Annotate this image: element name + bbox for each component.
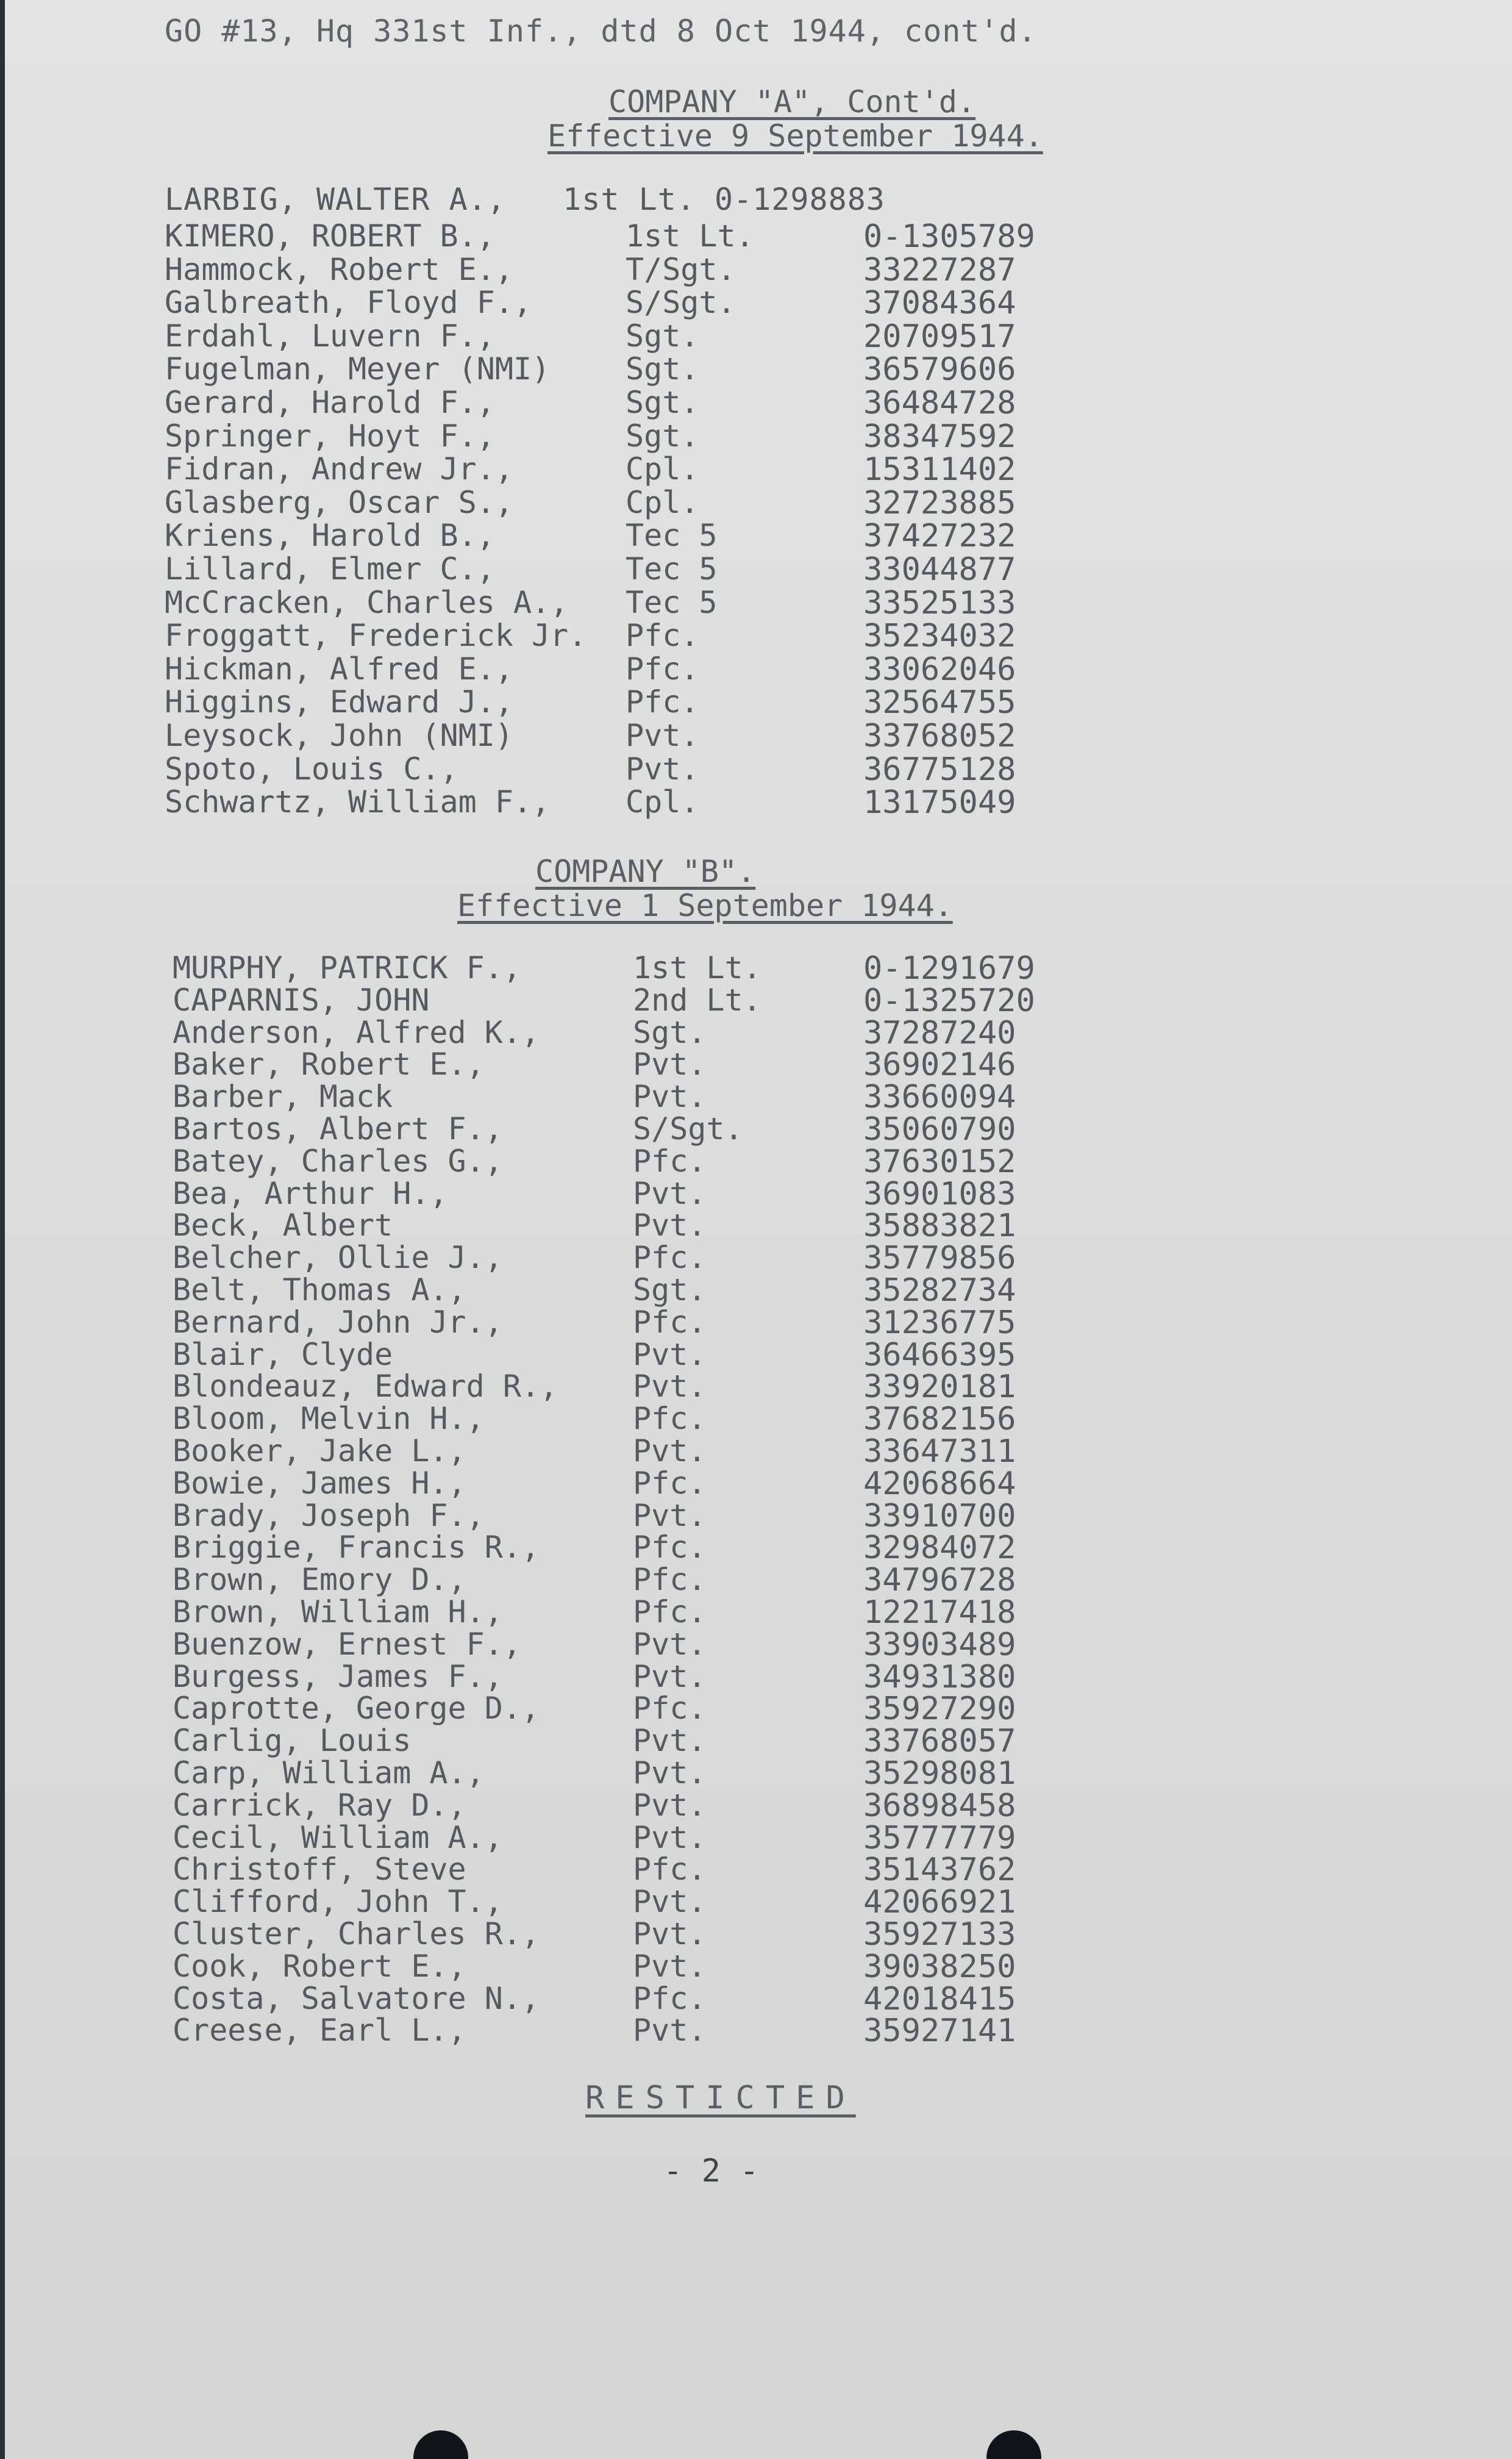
serial-number: 42068664: [863, 1465, 1016, 1502]
company-b-effective: Effective 1 September 1944.: [457, 888, 953, 923]
soldier-name: Glasberg, Oscar S.,: [165, 484, 513, 520]
soldier-name: Bea, Arthur H.,: [173, 1175, 448, 1211]
soldier-rank: Pfc.: [626, 651, 699, 687]
soldier-rank: Pvt.: [633, 1175, 707, 1211]
serial-number: 35883821: [863, 1208, 1016, 1245]
soldier-rank: Pfc.: [633, 1530, 707, 1566]
soldier-rank: Pvt.: [633, 1723, 707, 1759]
soldier-name: Creese, Earl L.,: [173, 2013, 466, 2049]
serial-number: 33062046: [863, 651, 1016, 688]
soldier-rank: 1st Lt.: [633, 950, 761, 986]
serial-number: 35777779: [863, 1819, 1016, 1856]
serial-number: 35927133: [863, 1916, 1016, 1953]
roster-row: [5, 1819, 1512, 1856]
soldier-rank: Pfc.: [633, 1465, 707, 1501]
roster-row: [5, 418, 1512, 455]
serial-number: 34796728: [863, 1562, 1016, 1599]
serial-number: 33525133: [863, 584, 1016, 621]
document-page: [5, 0, 1512, 2459]
roster-row: [5, 1852, 1512, 1889]
roster-row: [5, 1594, 1512, 1631]
serial-number: 33903489: [863, 1626, 1016, 1663]
soldier-rank: Pvt.: [633, 1916, 707, 1952]
roster-row: [5, 718, 1512, 754]
company-a-effective: Effective 9 September 1944.: [547, 118, 1043, 154]
soldier-rank: Pfc.: [633, 1594, 707, 1630]
soldier-rank: Sgt.: [633, 1014, 707, 1050]
roster-row: [5, 1884, 1512, 1921]
roster-row: [5, 1787, 1512, 1824]
soldier-rank: Pfc.: [633, 1691, 707, 1727]
soldier-name: Fugelman, Meyer (NMI): [165, 351, 551, 387]
serial-number: 37427232: [863, 518, 1016, 555]
punch-hole-left: [413, 2430, 468, 2459]
serial-number: 36466395: [863, 1336, 1016, 1373]
roster-row: [5, 1658, 1512, 1695]
soldier-name: Batey, Charles G.,: [173, 1143, 503, 1179]
roster-row: [5, 1401, 1512, 1438]
soldier-name: Schwartz, William F.,: [165, 784, 551, 820]
soldier-name: Erdahl, Luvern F.,: [165, 318, 495, 354]
serial-number: 36775128: [863, 751, 1016, 788]
roster-row: [5, 1755, 1512, 1792]
roster-row: [5, 351, 1512, 388]
soldier-name: Caprotte, George D.,: [173, 1691, 540, 1727]
serial-number: 36898458: [863, 1787, 1016, 1824]
soldier-name: Belcher, Ollie J.,: [173, 1240, 503, 1276]
roster-row: [5, 1111, 1512, 1148]
soldier-rank: Tec 5: [626, 518, 718, 554]
roster-row: [5, 1304, 1512, 1341]
serial-number: 33660094: [863, 1079, 1016, 1116]
roster-row: [5, 1047, 1512, 1084]
restricted-stamp: RESTICTED: [585, 2080, 856, 2116]
serial-number: 33768057: [863, 1723, 1016, 1760]
soldier-name: KIMERO, ROBERT B.,: [165, 218, 495, 254]
soldier-rank: Pfc.: [633, 1980, 707, 2016]
roster-row: [5, 1465, 1512, 1502]
soldier-name: Christoff, Steve: [173, 1852, 466, 1888]
soldier-rank: Cpl.: [626, 784, 699, 820]
soldier-name: Bernard, John Jr.,: [173, 1304, 503, 1340]
serial-number: 0-1325720: [863, 982, 1035, 1019]
roster-row: [5, 385, 1512, 421]
soldier-rank: 1st Lt.: [626, 218, 754, 254]
roster-row: [5, 584, 1512, 621]
roster-row: [5, 1562, 1512, 1599]
soldier-name: Bloom, Melvin H.,: [173, 1401, 485, 1437]
serial-number: 38347592: [863, 418, 1016, 455]
serial-number: 37084364: [863, 285, 1016, 322]
serial-number: 31236775: [863, 1304, 1016, 1341]
soldier-rank: Pvt.: [633, 1433, 707, 1469]
roster-row: [5, 1497, 1512, 1534]
serial-number: 0-1291679: [863, 950, 1035, 987]
roster-row: [5, 1336, 1512, 1373]
soldier-rank: Pvt.: [633, 1369, 707, 1405]
serial-number: 33227287: [863, 251, 1016, 288]
soldier-name: Carlig, Louis: [173, 1723, 412, 1759]
soldier-name: Gerard, Harold F.,: [165, 385, 495, 420]
roster-row: [5, 651, 1512, 688]
soldier-name: Spoto, Louis C.,: [165, 751, 458, 787]
serial-number: 35143762: [863, 1852, 1016, 1889]
serial-number: 34931380: [863, 1658, 1016, 1695]
roster-row: [5, 1175, 1512, 1212]
soldier-name: Belt, Thomas A.,: [173, 1272, 466, 1308]
soldier-name: Carp, William A.,: [173, 1755, 485, 1791]
roster-row: [5, 751, 1512, 788]
serial-number: 35779856: [863, 1240, 1016, 1277]
roster-row: [5, 218, 1512, 255]
roster-row: [5, 1079, 1512, 1116]
soldier-rank: Pvt.: [633, 1787, 707, 1823]
soldier-name: Bowie, James H.,: [173, 1465, 466, 1501]
soldier-rank: Pvt.: [626, 751, 699, 787]
soldier-name: Anderson, Alfred K.,: [173, 1014, 540, 1050]
soldier-rank: Pvt.: [633, 1336, 707, 1372]
soldier-rank: Sgt.: [626, 418, 699, 454]
serial-number: 32984072: [863, 1530, 1016, 1567]
serial-number: 20709517: [863, 318, 1016, 355]
soldier-rank: Sgt.: [626, 385, 699, 420]
soldier-name: Beck, Albert: [173, 1208, 393, 1244]
roster-row: [5, 950, 1512, 987]
serial-number: 33768052: [863, 718, 1016, 754]
soldier-rank: Pfc.: [633, 1240, 707, 1276]
soldier-rank: Cpl.: [626, 484, 699, 520]
soldier-name: Booker, Jake L.,: [173, 1433, 466, 1469]
soldier-name: Burgess, James F.,: [173, 1658, 503, 1694]
soldier-rank: Pvt.: [633, 1079, 707, 1115]
soldier-name: Blondeauz, Edward R.,: [173, 1369, 558, 1405]
serial-number: 35298081: [863, 1755, 1016, 1792]
serial-number: 36579606: [863, 351, 1016, 388]
soldier-name: Cecil, William A.,: [173, 1819, 503, 1855]
roster-row: [5, 784, 1512, 821]
soldier-rank: Pfc.: [633, 1852, 707, 1888]
soldier-rank: Pvt.: [633, 1626, 707, 1662]
roster-row: [5, 1433, 1512, 1470]
serial-number: 33920181: [863, 1369, 1016, 1406]
soldier-name: Cook, Robert E.,: [173, 1948, 466, 1984]
soldier-name: Brown, William H.,: [173, 1594, 503, 1630]
roster-row: [5, 551, 1512, 588]
soldier-rank: Pvt.: [633, 2013, 707, 2049]
roster-row: [5, 1530, 1512, 1567]
soldier-rank: S/Sgt.: [626, 285, 736, 321]
soldier-name: Fidran, Andrew Jr.,: [165, 451, 513, 487]
soldier-name: Baker, Robert E.,: [173, 1047, 485, 1083]
paper-edge: [0, 0, 5, 2459]
serial-number: 37287240: [863, 1014, 1016, 1051]
serial-number: 36902146: [863, 1047, 1016, 1084]
soldier-name: Brown, Emory D.,: [173, 1562, 466, 1598]
soldier-rank: Pvt.: [633, 1658, 707, 1694]
soldier-rank: Pvt.: [633, 1208, 707, 1244]
serial-number: 0-1305789: [863, 218, 1035, 255]
soldier-name: Carrick, Ray D.,: [173, 1787, 466, 1823]
company-b-title: COMPANY "B".: [535, 854, 756, 889]
soldier-name: MURPHY, PATRICK F.,: [173, 950, 521, 986]
soldier-rank: Pfc.: [626, 684, 699, 720]
roster-row: [5, 618, 1512, 655]
roster-row: [5, 1723, 1512, 1760]
serial-number: 35927141: [863, 2013, 1016, 2050]
soldier-name: Cluster, Charles R.,: [173, 1916, 540, 1952]
company-a-first-line: LARBIG, WALTER A., 1st Lt. 0-1298883: [165, 182, 885, 217]
serial-number: 37630152: [863, 1143, 1016, 1180]
roster-row: [5, 318, 1512, 355]
serial-number: 37682156: [863, 1401, 1016, 1438]
serial-number: 32723885: [863, 484, 1016, 521]
soldier-rank: Pvt.: [633, 1497, 707, 1533]
soldier-name: Leysock, John (NMI): [165, 718, 513, 753]
soldier-rank: Tec 5: [626, 551, 718, 587]
serial-number: 39038250: [863, 1948, 1016, 1985]
roster-row: [5, 451, 1512, 489]
soldier-rank: Tec 5: [626, 584, 718, 620]
soldier-name: Blair, Clyde: [173, 1336, 393, 1372]
soldier-name: Buenzow, Ernest F.,: [173, 1626, 521, 1662]
soldier-name: Kriens, Harold B.,: [165, 518, 495, 554]
soldier-name: McCracken, Charles A.,: [165, 584, 569, 620]
soldier-rank: Pvt.: [626, 718, 699, 753]
soldier-name: Bartos, Albert F.,: [173, 1111, 503, 1147]
soldier-name: Costa, Salvatore N.,: [173, 1980, 540, 2016]
soldier-name: CAPARNIS, JOHN: [173, 982, 430, 1018]
soldier-rank: S/Sgt.: [633, 1111, 743, 1147]
roster-row: [5, 1691, 1512, 1728]
roster-row: [5, 1014, 1512, 1051]
serial-number: 36484728: [863, 385, 1016, 421]
serial-number: 35060790: [863, 1111, 1016, 1148]
soldier-rank: Sgt.: [626, 351, 699, 387]
roster-row: [5, 2013, 1512, 2050]
soldier-rank: Pfc.: [633, 1143, 707, 1179]
serial-number: 35282734: [863, 1272, 1016, 1309]
serial-number: 32564755: [863, 684, 1016, 721]
roster-row: [5, 1916, 1512, 1953]
soldier-rank: Pvt.: [633, 1884, 707, 1920]
soldier-rank: Sgt.: [626, 318, 699, 354]
page-number: - 2 -: [663, 2153, 759, 2189]
soldier-name: Froggatt, Frederick Jr.: [165, 618, 587, 654]
soldier-rank: 2nd Lt.: [633, 982, 761, 1018]
roster-row: [5, 518, 1512, 555]
serial-number: 36901083: [863, 1175, 1016, 1212]
soldier-rank: Pvt.: [633, 1819, 707, 1855]
roster-row: [5, 285, 1512, 322]
serial-number: 42018415: [863, 1980, 1016, 2017]
punch-hole-right: [986, 2430, 1041, 2459]
soldier-rank: Sgt.: [633, 1272, 707, 1308]
roster-row: [5, 1626, 1512, 1663]
soldier-name: Barber, Mack: [173, 1079, 393, 1115]
roster-row: [5, 251, 1512, 288]
roster-row: [5, 982, 1512, 1019]
soldier-rank: Pvt.: [633, 1948, 707, 1984]
serial-number: 33910700: [863, 1497, 1016, 1534]
soldier-rank: T/Sgt.: [626, 251, 736, 287]
soldier-rank: Pvt.: [633, 1755, 707, 1791]
soldier-name: Lillard, Elmer C.,: [165, 551, 495, 587]
roster-row: [5, 1143, 1512, 1180]
soldier-name: Galbreath, Floyd F.,: [165, 285, 532, 321]
roster-row: [5, 484, 1512, 521]
soldier-rank: Pfc.: [633, 1401, 707, 1437]
serial-number: 12217418: [863, 1594, 1016, 1631]
soldier-rank: Pfc.: [626, 618, 699, 654]
serial-number: 35927290: [863, 1691, 1016, 1728]
roster-row: [5, 1240, 1512, 1277]
soldier-name: Higgins, Edward J.,: [165, 684, 513, 720]
soldier-name: Hammock, Robert E.,: [165, 251, 513, 287]
roster-row: [5, 684, 1512, 721]
soldier-name: Brady, Joseph F.,: [173, 1497, 485, 1533]
soldier-name: Hickman, Alfred E.,: [165, 651, 513, 687]
company-a-title: COMPANY "A", Cont'd.: [608, 84, 976, 120]
soldier-rank: Pfc.: [633, 1562, 707, 1598]
serial-number: 42066921: [863, 1884, 1016, 1921]
roster-row: [5, 1948, 1512, 1985]
roster-row: [5, 1272, 1512, 1309]
soldier-name: Clifford, John T.,: [173, 1884, 503, 1920]
soldier-name: Briggie, Francis R.,: [173, 1530, 540, 1566]
soldier-rank: Cpl.: [626, 451, 699, 487]
document-header: GO #13, Hq 331st Inf., dtd 8 Oct 1944, cont'd.: [165, 13, 1037, 49]
soldier-name: Springer, Hoyt F.,: [165, 418, 495, 454]
soldier-rank: Pfc.: [633, 1304, 707, 1340]
serial-number: 33044877: [863, 551, 1016, 588]
serial-number: 35234032: [863, 618, 1016, 655]
roster-row: [5, 1980, 1512, 2017]
roster-row: [5, 1208, 1512, 1245]
serial-number: 13175049: [863, 784, 1016, 821]
serial-number: 33647311: [863, 1433, 1016, 1470]
roster-row: [5, 1369, 1512, 1406]
soldier-rank: Pvt.: [633, 1047, 707, 1083]
serial-number: 15311402: [863, 451, 1016, 489]
